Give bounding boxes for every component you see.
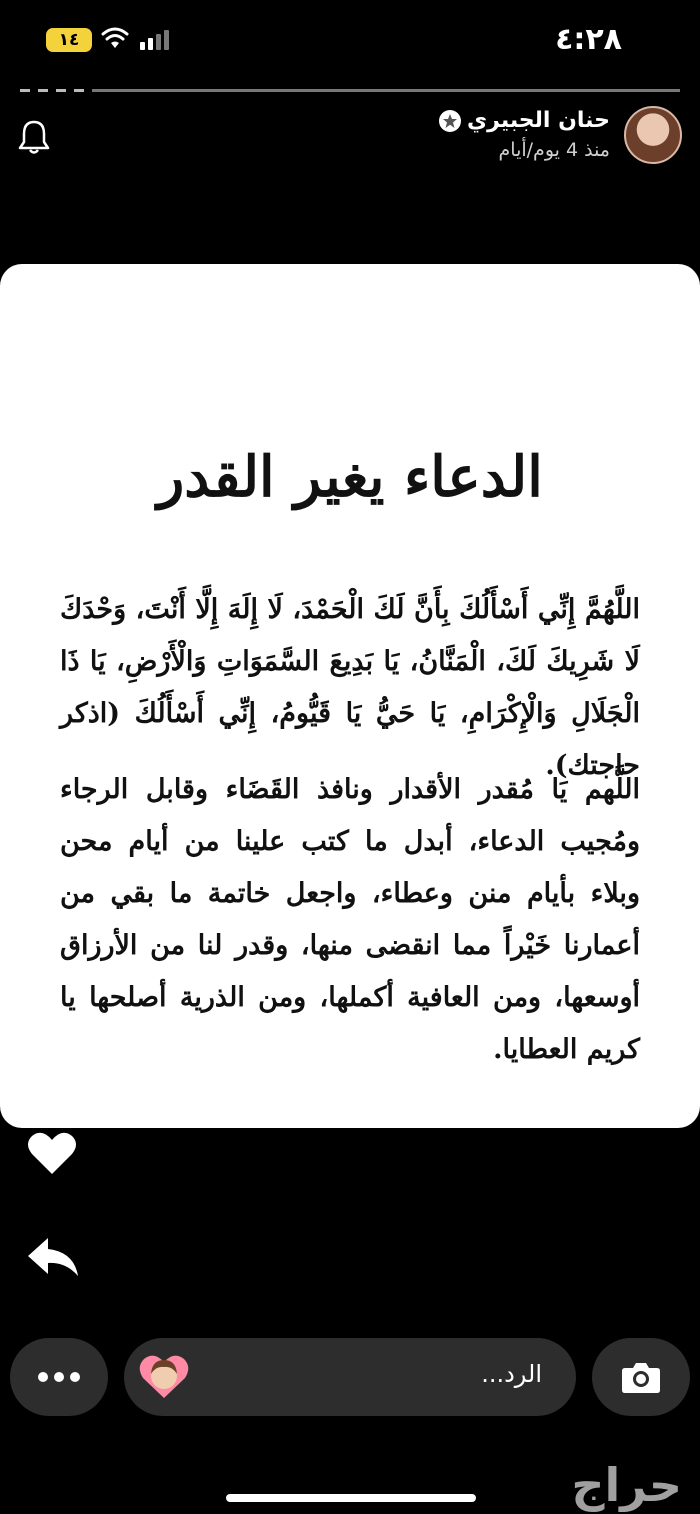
wifi-icon	[100, 26, 130, 50]
home-indicator	[226, 1494, 476, 1502]
camera-button[interactable]	[592, 1338, 690, 1416]
heart-icon[interactable]	[26, 1128, 78, 1176]
verified-star-icon	[439, 110, 461, 132]
avatar[interactable]	[624, 106, 682, 164]
status-bar	[0, 0, 700, 80]
signal-icon	[138, 30, 172, 50]
author-block	[439, 108, 610, 161]
dua-paragraph-1: اللَّهُمَّ إِنِّي أَسْأَلُكَ بِأَنَّ لَكَ الْحَمْدَ، لَا إِلَهَ إِلَّا أَنْتَ، وَحْدَكَ لَا شَرِيكَ لَكَ، الْمَنَّانُ، يَا بَدِيعَ السَّمَوَاتِ وَالْأَرْضِ، يَا ذَا الْجَلَالِ وَالْإِكْرَامِ، يَا حَيُّ يَا قَيُّومُ، إِنِّي أَسْأَلُكَ (اذكر حاجتك).	[60, 594, 640, 781]
bell-icon[interactable]	[16, 118, 52, 156]
memoji-heart-icon[interactable]	[138, 1352, 190, 1400]
camera-icon	[621, 1360, 661, 1394]
story-card	[0, 264, 700, 1128]
dua-paragraph-2: اللَّهم يَا مُقدر الأقدار ونافذ القَضَاء وقابل الرجاء ومُجيب الدعاء، أبدل ما كتب علينا من أيام محن وبلاء بأيام منن وعطاء، واجعل خاتمة ما بقي من أعمارنا خَيْراً مما انقضى منها، وقدر لنا من الأرزاق أوسعها، ومن العافية أكملها، ومن الذرية أصلحها يا كريم العطايا.	[60, 774, 640, 1065]
more-options-button[interactable]	[10, 1338, 108, 1416]
reply-arrow-icon[interactable]	[26, 1236, 80, 1278]
reply-placeholder: الرد...	[481, 1360, 542, 1388]
watermark-logo: حراج	[571, 1458, 682, 1512]
author-name[interactable]: حنان الجبيري	[467, 108, 610, 133]
reply-input[interactable]	[124, 1338, 576, 1416]
author-name-row[interactable]	[439, 108, 610, 133]
clock: ٤:٢٨	[555, 22, 622, 57]
post-time: منذ 4 يوم/أيام	[498, 139, 610, 161]
battery-indicator: ١٤	[46, 28, 92, 52]
card-title: الدعاء يغير القدر	[157, 444, 543, 510]
story-progress	[20, 89, 680, 92]
